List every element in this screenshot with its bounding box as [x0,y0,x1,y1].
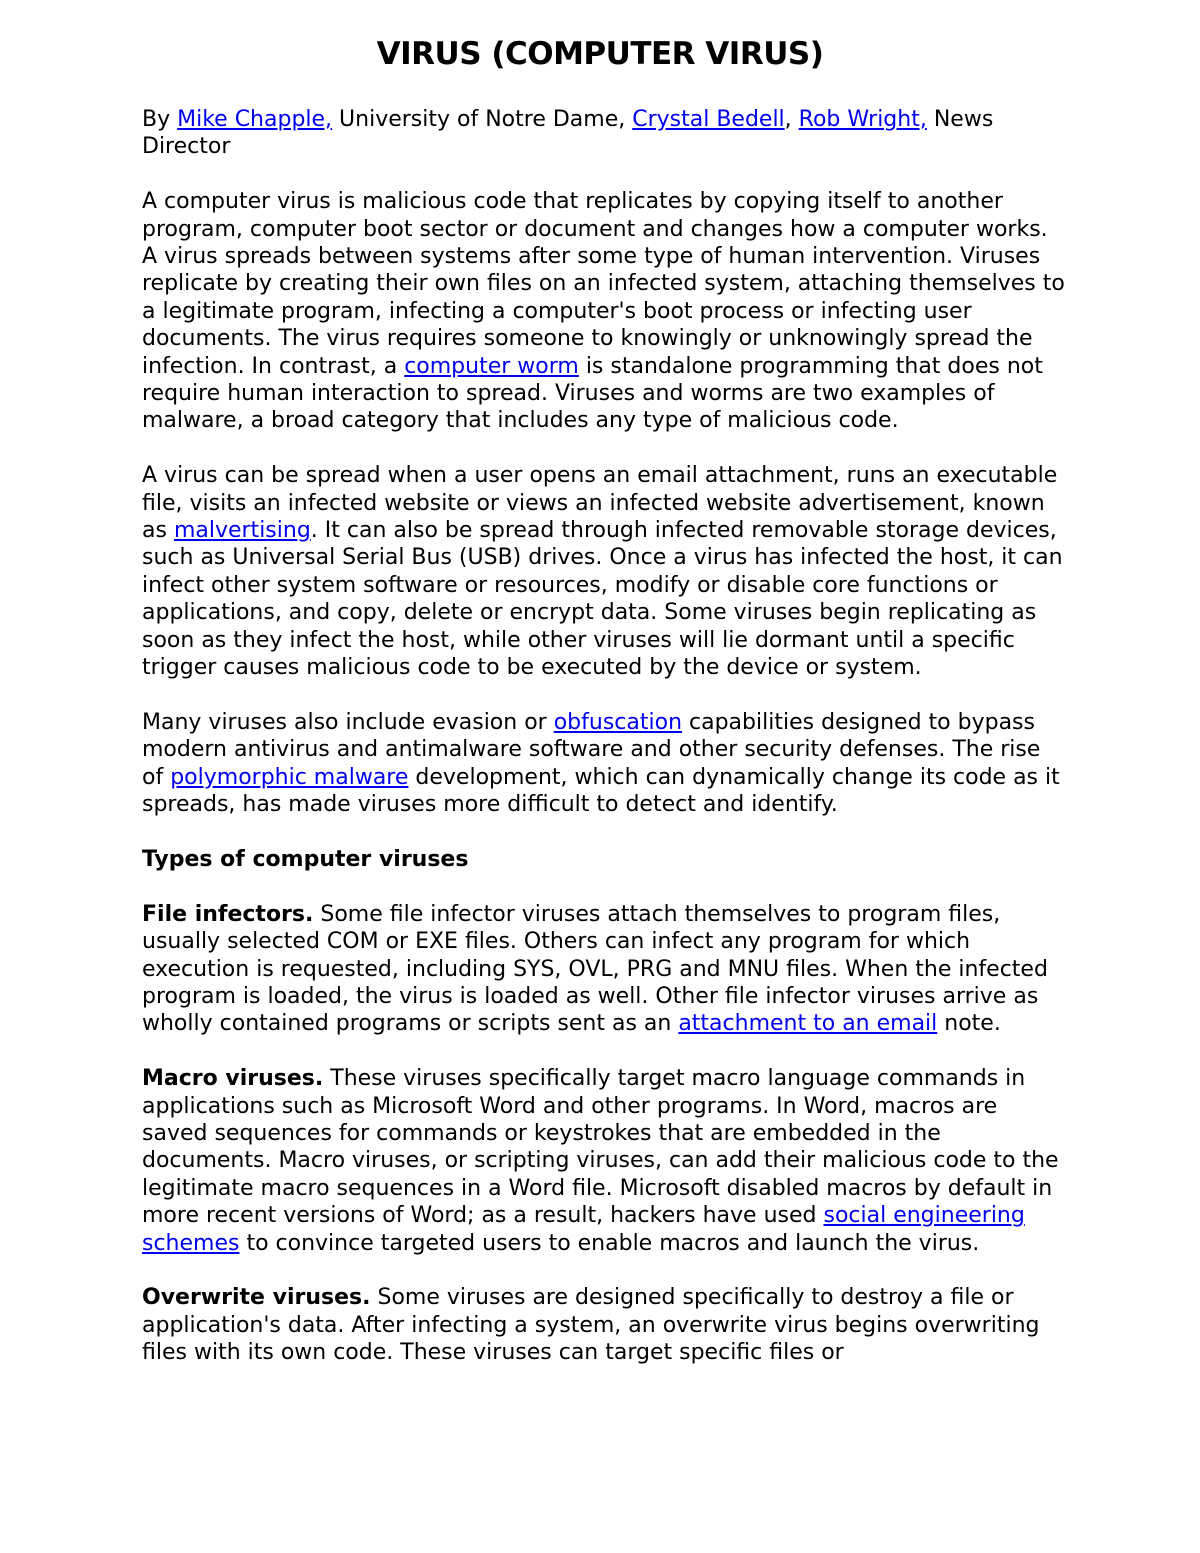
link-attachment-to-an-email[interactable]: attachment to an email [678,1011,938,1037]
byline-affiliation: University of Notre Dame, [332,107,633,132]
link-obfuscation[interactable]: obfuscation [553,709,683,735]
page-title: VIRUS (COMPUTER VIRUS) [376,36,824,72]
paragraph-text: capabilities designed to bypass modern antivirus and antimalware software and other security defenses. The rise of [142,709,1041,790]
paragraph-spread [142,462,1067,681]
paragraph-text: Some viruses are designed specifically to destroy a file or application's data. After infecting a system, an overwrite virus begins overwriting files with its own code. These viruses can target specific files or [142,1285,1040,1366]
byline-separator: , [784,107,799,132]
document-body [142,106,1067,1394]
link-polymorphic-malware[interactable]: polymorphic malware [170,764,409,790]
byline-by: By [142,107,178,132]
link-malvertising[interactable]: malvertising [173,518,311,544]
paragraph-text: to convince targeted users to enable macros and launch the virus. [239,1230,980,1256]
term-label: Overwrite viruses. [142,1285,371,1311]
link-social-engineering-schemes[interactable]: social engineering schemes [142,1203,1025,1256]
link-computer-worm[interactable]: computer worm [404,353,579,379]
author-link-crystal-bedell[interactable]: Crystal Bedell [632,107,785,132]
paragraph-macro-viruses [142,1065,1067,1257]
paragraph-text: . It can also be spread through infected removable storage devices, such as Universal Serial Bus (USB) drives. Once a virus has infected the host, it can infect other system software or resources, modify or disable core functions or applications, and copy, delete or encrypt data. Some viruses begin replicating as soon as they infect the host, while other viruses will lie dormant until a specific trigger causes malicious code to be executed by the device or system. [142,518,1063,681]
paragraph-text: Some file infector viruses attach themselves to program files, usually selected COM or EXE files. Others can infect any program for which execution is requested, including SYS, OVL, PRG and MNU files. When the infected program is loaded, the virus is loaded as well. Other file infector viruses arrive as wholly contained programs or scripts sent as an [142,901,1048,1037]
author-link-rob-wright[interactable]: Rob Wright, [798,107,927,132]
paragraph-file-infectors [142,901,1067,1038]
paragraph-intro [142,188,1067,435]
term-label: Macro viruses. [142,1066,324,1092]
term-label: File infectors. [142,901,314,927]
section-heading-text: Types of computer viruses [142,846,469,872]
section-heading [142,846,1067,873]
author-link-mike-chapple[interactable]: Mike Chapple, [177,107,333,132]
paragraph-text: is standalone programming that does not require human interaction to spread. Viruses and worms are two examples of malware, a broad category that includes any type of malicious code. [142,353,1043,434]
paragraph-text: development, which can dynamically change its code as it spreads, has made viruses more difficult to detect and identify. [142,764,1060,818]
paragraph-text: A computer virus is malicious code that replicates by copying itself to another program, computer boot sector or document and changes how a computer works. A virus spreads between systems after some type of human intervention. Viruses replicate by creating their own files on an infected system, attaching themselves to a legitimate program, infecting a computer's boot process or infecting user documents. The virus requires someone to knowingly or unknowingly spread the infection. In contrast, a [142,189,1065,379]
paragraph-text: Many viruses also include evasion or [142,709,554,735]
paragraph-evasion [142,709,1067,819]
byline-role: News Director [142,107,994,160]
paragraph-text: note. [937,1011,1001,1037]
paragraph-overwrite-viruses [142,1284,1067,1366]
paragraph-text: These viruses specifically target macro language commands in applications such as Microsoft Word and other programs. In Word, macros are saved sequences for commands or keystrokes that are embedded in the documents. Macro viruses, or scripting viruses, can add their malicious code to the legitimate macro sequences in a Word file. Microsoft disabled macros by default in more recent versions of Word; as a result, hackers have used [142,1066,1059,1229]
byline [142,106,1067,161]
paragraph-text: A virus can be spread when a user opens an email attachment, runs an executable file, visits an infected website or views an infected website advertisement, known as [142,463,1058,544]
